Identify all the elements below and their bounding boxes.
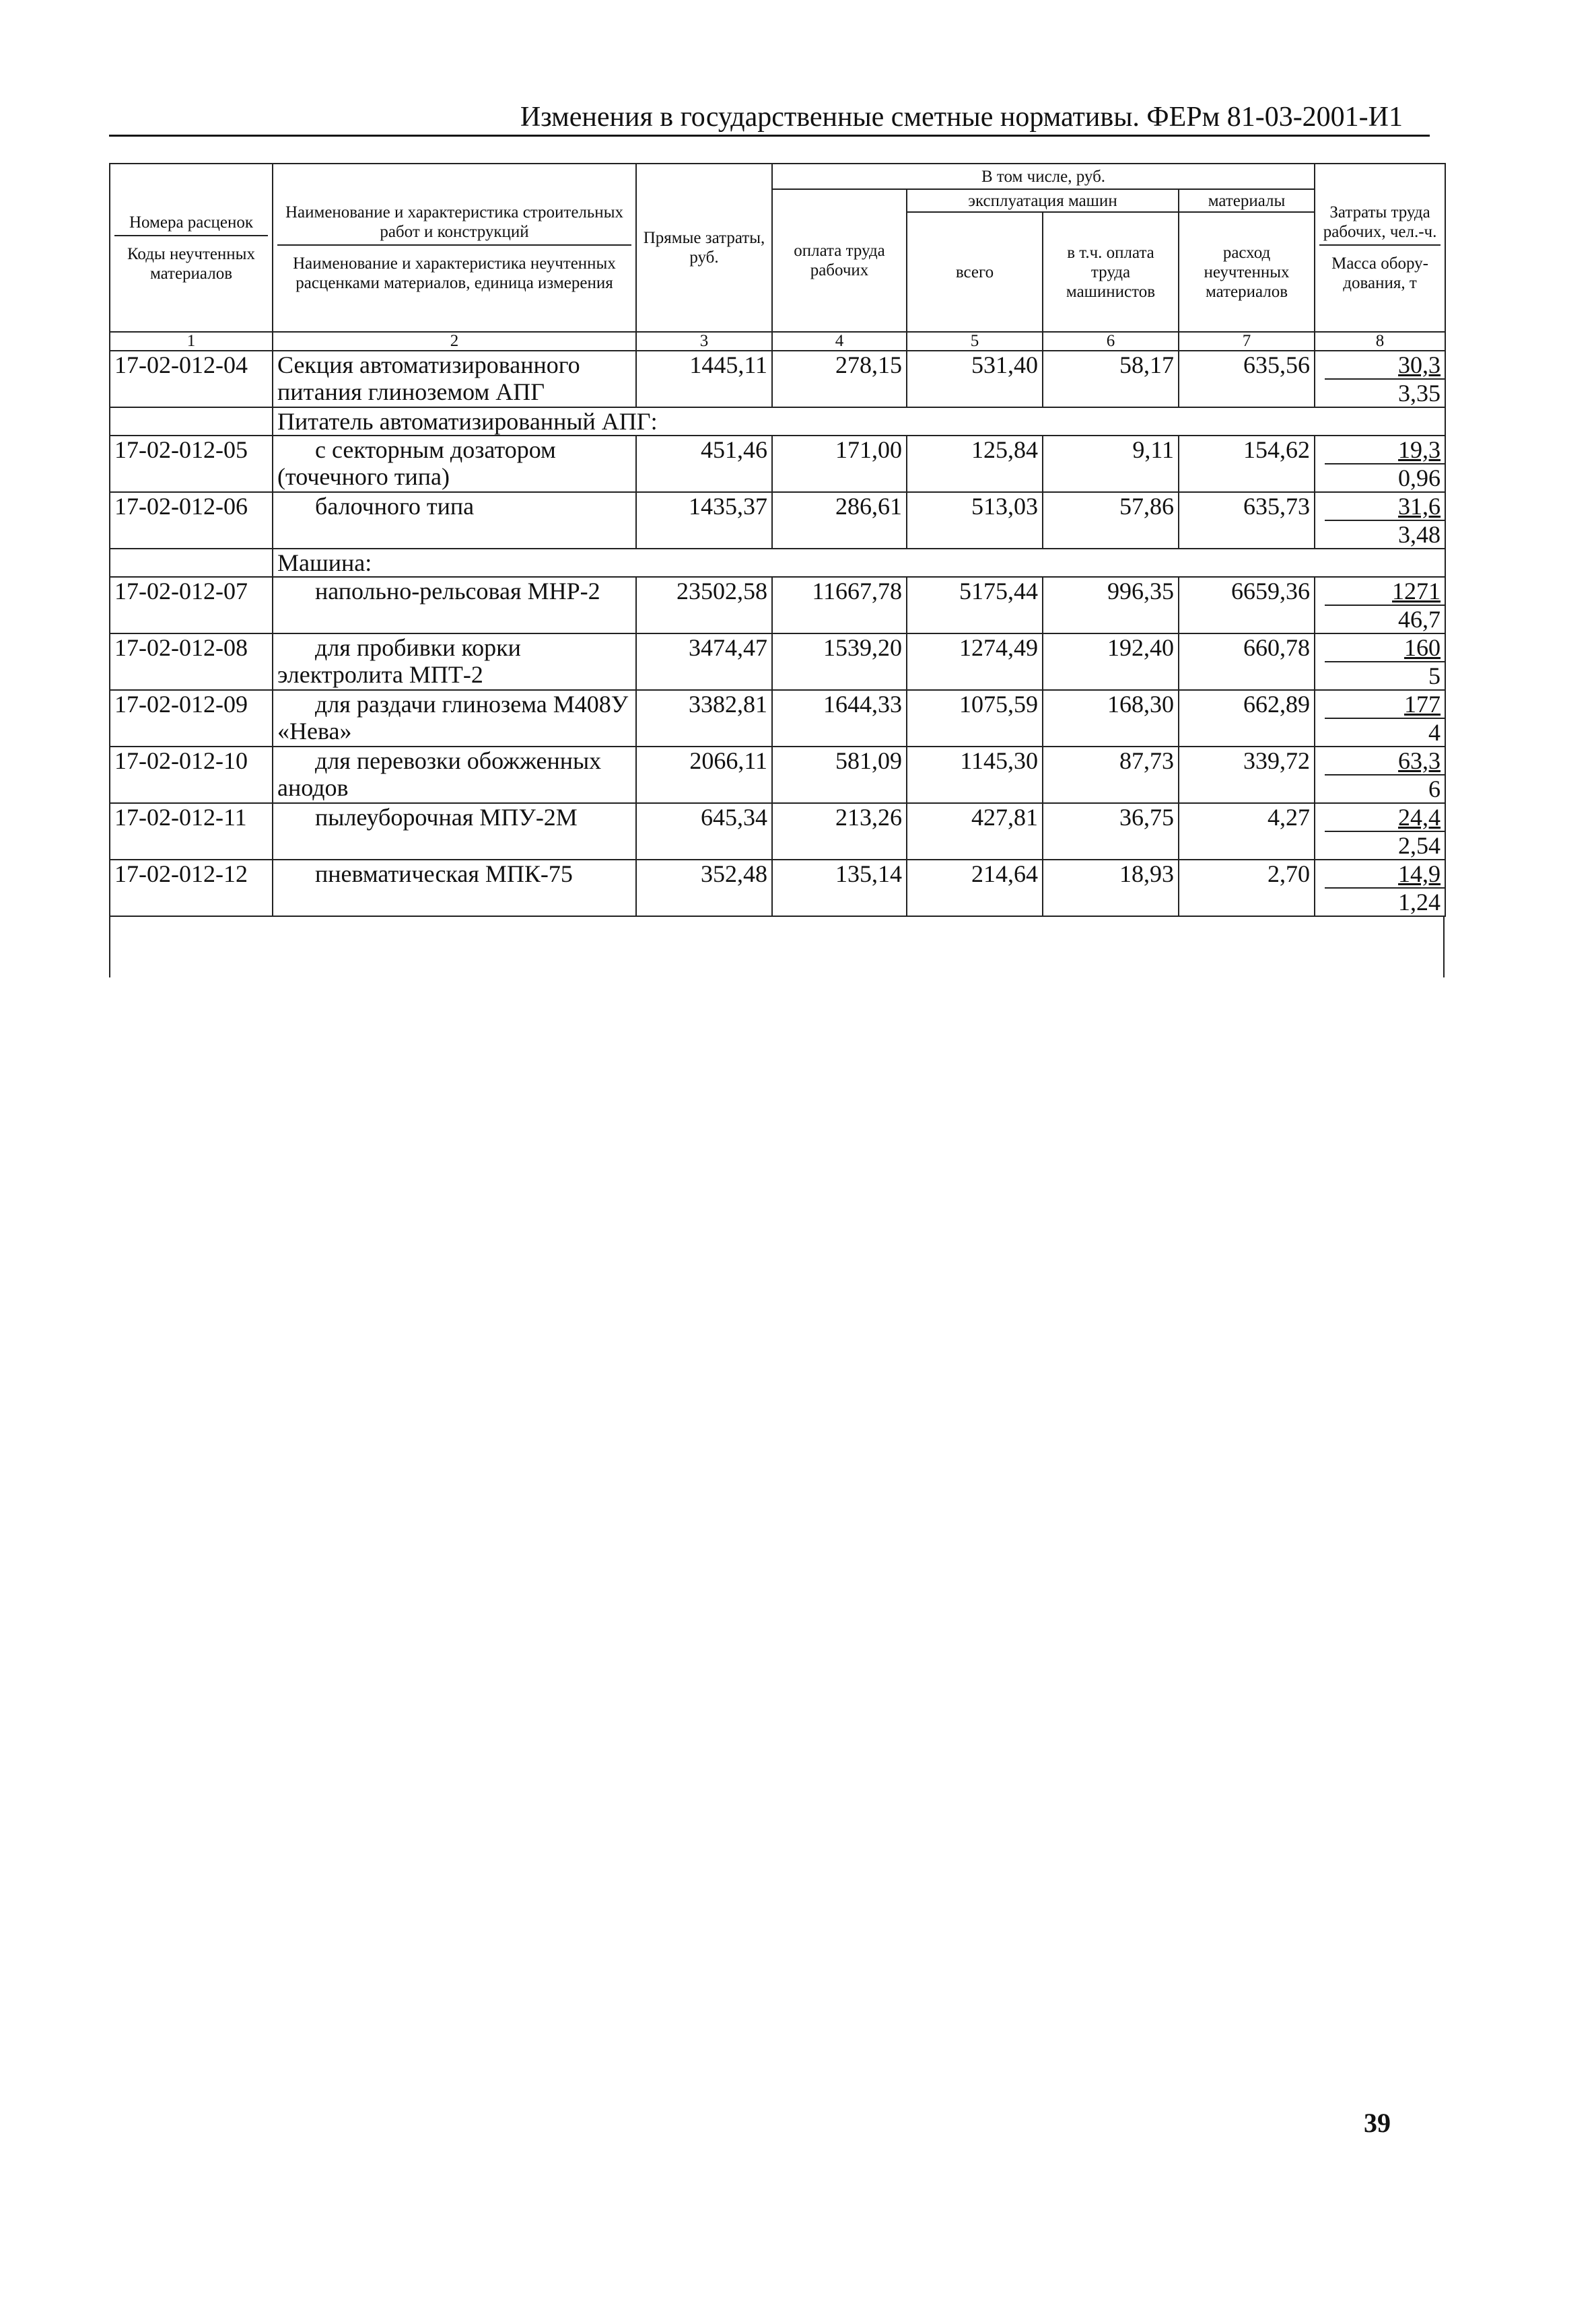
- materials-cost: 662,89: [1179, 690, 1315, 747]
- machinist-wages: 87,73: [1043, 747, 1179, 803]
- col-header-including: В том числе, руб.: [772, 164, 1315, 189]
- materials-cost: 635,56: [1179, 351, 1315, 407]
- rate-name-line: [277, 605, 631, 631]
- equipment-mass: 2,54: [1398, 832, 1441, 859]
- table-row: [110, 860, 1445, 916]
- labor-costs: 1271: [1325, 578, 1445, 606]
- table-row: [110, 351, 1445, 407]
- col-header-work-name: Наименование и характеристика строительных работ и конструкций: [277, 203, 631, 246]
- table-row: [110, 690, 1445, 747]
- machinist-wages: 9,11: [1043, 436, 1179, 492]
- labor-mass-cell: [1315, 803, 1445, 860]
- labor-costs: 30,3: [1325, 351, 1445, 380]
- equipment-mass: 4: [1428, 719, 1441, 746]
- table-row: [110, 803, 1445, 860]
- group-heading: Питатель автоматизированный АПГ:: [273, 407, 1445, 436]
- col-header-labor: [1315, 164, 1445, 332]
- rate-name-line: пылеуборочная МПУ-2М: [315, 804, 578, 831]
- column-number: 8: [1315, 332, 1445, 351]
- rate-code: 17-02-012-09: [110, 690, 273, 747]
- rate-name-line: Секция автоматизированного: [277, 351, 580, 378]
- worker-wages: 11667,78: [772, 577, 907, 633]
- labor-costs: 160: [1325, 634, 1445, 662]
- col-header-wages: оплата труда рабочих: [772, 189, 907, 332]
- worker-wages: 213,26: [772, 803, 907, 860]
- col-header-material-name: Наименование и характеристика неучтенных расценками материалов, единица измерения: [293, 254, 616, 292]
- column-number: 4: [772, 332, 907, 351]
- column-number: 7: [1179, 332, 1315, 351]
- table-row: [110, 577, 1445, 633]
- machines-total: 531,40: [907, 351, 1043, 407]
- column-number-row: [110, 332, 1445, 351]
- direct-costs: 1435,37: [636, 492, 772, 549]
- labor-mass-cell: [1315, 436, 1445, 492]
- machinist-wages: 57,86: [1043, 492, 1179, 549]
- worker-wages: 171,00: [772, 436, 907, 492]
- labor-mass-cell: [1315, 690, 1445, 747]
- direct-costs: 451,46: [636, 436, 772, 492]
- materials-cost: 660,78: [1179, 633, 1315, 690]
- rate-name: [273, 633, 636, 690]
- machinist-wages: 192,40: [1043, 633, 1179, 690]
- table-continuation: [109, 917, 1445, 977]
- rate-name-line: [277, 831, 631, 858]
- materials-cost: 339,72: [1179, 747, 1315, 803]
- machines-total: 1145,30: [907, 747, 1043, 803]
- labor-mass-cell: [1315, 747, 1445, 803]
- table-row: [110, 747, 1445, 803]
- direct-costs: 23502,58: [636, 577, 772, 633]
- rate-code: 17-02-012-10: [110, 747, 273, 803]
- group-spacer: [110, 407, 273, 436]
- machinist-wages: 18,93: [1043, 860, 1179, 916]
- col-header-material-codes: Коды неучтенных материалов: [127, 244, 255, 283]
- col-header-direct-costs: Прямые затраты, руб.: [636, 164, 772, 332]
- rate-name-line: балочного типа: [315, 493, 475, 520]
- materials-cost: 635,73: [1179, 492, 1315, 549]
- rate-name-line: для раздачи глинозема М408У: [315, 691, 629, 718]
- equipment-mass: 46,7: [1398, 606, 1441, 633]
- col-header-machines: эксплуатация машин: [907, 189, 1179, 212]
- direct-costs: 352,48: [636, 860, 772, 916]
- labor-mass-cell: [1315, 860, 1445, 916]
- equipment-mass: 0,96: [1398, 464, 1441, 491]
- col-header-unaccounted-materials: расход неучтенных материалов: [1179, 212, 1315, 332]
- direct-costs: 2066,11: [636, 747, 772, 803]
- machines-total: 125,84: [907, 436, 1043, 492]
- page-number: 39: [1364, 2108, 1391, 2138]
- equipment-mass: 6: [1428, 776, 1441, 802]
- direct-costs: 1445,11: [636, 351, 772, 407]
- col-header-equipment-mass: Масса обору-дования, т: [1331, 254, 1428, 292]
- rate-code: 17-02-012-12: [110, 860, 273, 916]
- col-header-labor-costs: Затраты труда рабочих, чел.-ч.: [1319, 203, 1441, 246]
- materials-cost: 154,62: [1179, 436, 1315, 492]
- machinist-wages: 58,17: [1043, 351, 1179, 407]
- column-number: 3: [636, 332, 772, 351]
- column-number: 5: [907, 332, 1043, 351]
- document-title: Изменения в государственные сметные нормативы. ФЕРм 81-03-2001-И1: [520, 102, 1403, 133]
- column-number: 2: [273, 332, 636, 351]
- col-header-machines-total: всего: [907, 212, 1043, 332]
- col-header-names: [273, 164, 636, 332]
- rate-name-line: для пробивки корки: [315, 634, 521, 661]
- direct-costs: 3474,47: [636, 633, 772, 690]
- column-number: 1: [110, 332, 273, 351]
- machines-total: 427,81: [907, 803, 1043, 860]
- machines-total: 214,64: [907, 860, 1043, 916]
- labor-mass-cell: [1315, 633, 1445, 690]
- rate-code: 17-02-012-08: [110, 633, 273, 690]
- rate-name-line: для перевозки обожженных: [315, 747, 602, 774]
- table-row: [110, 633, 1445, 690]
- rate-name: [273, 577, 636, 633]
- rate-name: [273, 803, 636, 860]
- rate-code: 17-02-012-07: [110, 577, 273, 633]
- machines-total: 1274,49: [907, 633, 1043, 690]
- machines-total: 1075,59: [907, 690, 1043, 747]
- rate-name-line: «Нева»: [277, 718, 352, 745]
- table-row: [110, 436, 1445, 492]
- labor-costs: 19,3: [1325, 436, 1445, 464]
- rate-name-line: [277, 887, 631, 914]
- rate-name-line: анодов: [277, 774, 349, 801]
- labor-mass-cell: [1315, 577, 1445, 633]
- rate-name-line: (точечного типа): [277, 463, 450, 490]
- col-header-codes: [110, 164, 273, 332]
- labor-costs: 14,9: [1325, 860, 1445, 889]
- rate-name: [273, 492, 636, 549]
- group-row: [110, 549, 1445, 577]
- rate-name-line: пневматическая МПК-75: [315, 860, 573, 887]
- worker-wages: 286,61: [772, 492, 907, 549]
- rate-code: 17-02-012-11: [110, 803, 273, 860]
- page-header: [109, 100, 1430, 137]
- labor-costs: 177: [1325, 691, 1445, 719]
- materials-cost: 6659,36: [1179, 577, 1315, 633]
- rate-name: [273, 747, 636, 803]
- materials-cost: 2,70: [1179, 860, 1315, 916]
- rate-name: [273, 436, 636, 492]
- group-heading: Машина:: [273, 549, 1445, 577]
- equipment-mass: 3,35: [1398, 380, 1441, 407]
- col-header-materials: материалы: [1179, 189, 1315, 212]
- labor-mass-cell: [1315, 351, 1445, 407]
- col-header-machinist-wages: в т.ч. оплата труда машинистов: [1043, 212, 1179, 332]
- rate-name: [273, 351, 636, 407]
- equipment-mass: 5: [1428, 662, 1441, 689]
- labor-costs: 63,3: [1325, 747, 1445, 776]
- machines-total: 513,03: [907, 492, 1043, 549]
- column-number: 6: [1043, 332, 1179, 351]
- worker-wages: 1644,33: [772, 690, 907, 747]
- rate-code: 17-02-012-04: [110, 351, 273, 407]
- col-header-rate-numbers: Номера расценок: [114, 213, 268, 236]
- equipment-mass: 3,48: [1398, 521, 1441, 548]
- rate-name-line: [277, 520, 631, 547]
- machines-total: 5175,44: [907, 577, 1043, 633]
- labor-costs: 31,6: [1325, 493, 1445, 521]
- direct-costs: 3382,81: [636, 690, 772, 747]
- rates-table: [109, 163, 1446, 917]
- equipment-mass: 1,24: [1398, 889, 1441, 916]
- group-row: [110, 407, 1445, 436]
- worker-wages: 278,15: [772, 351, 907, 407]
- materials-cost: 4,27: [1179, 803, 1315, 860]
- rate-name-line: напольно-рельсовая МНР-2: [315, 578, 600, 605]
- rate-name-line: электролита МПТ-2: [277, 661, 483, 688]
- table-row: [110, 492, 1445, 549]
- rate-code: 17-02-012-06: [110, 492, 273, 549]
- rate-name-line: с секторным дозатором: [315, 436, 556, 463]
- direct-costs: 645,34: [636, 803, 772, 860]
- rate-name: [273, 690, 636, 747]
- worker-wages: 135,14: [772, 860, 907, 916]
- worker-wages: 581,09: [772, 747, 907, 803]
- rate-code: 17-02-012-05: [110, 436, 273, 492]
- labor-costs: 24,4: [1325, 804, 1445, 832]
- machinist-wages: 168,30: [1043, 690, 1179, 747]
- machinist-wages: 36,75: [1043, 803, 1179, 860]
- rate-name: [273, 860, 636, 916]
- machinist-wages: 996,35: [1043, 577, 1179, 633]
- worker-wages: 1539,20: [772, 633, 907, 690]
- group-spacer: [110, 549, 273, 577]
- labor-mass-cell: [1315, 492, 1445, 549]
- rate-name-line: питания глиноземом АПГ: [277, 378, 545, 405]
